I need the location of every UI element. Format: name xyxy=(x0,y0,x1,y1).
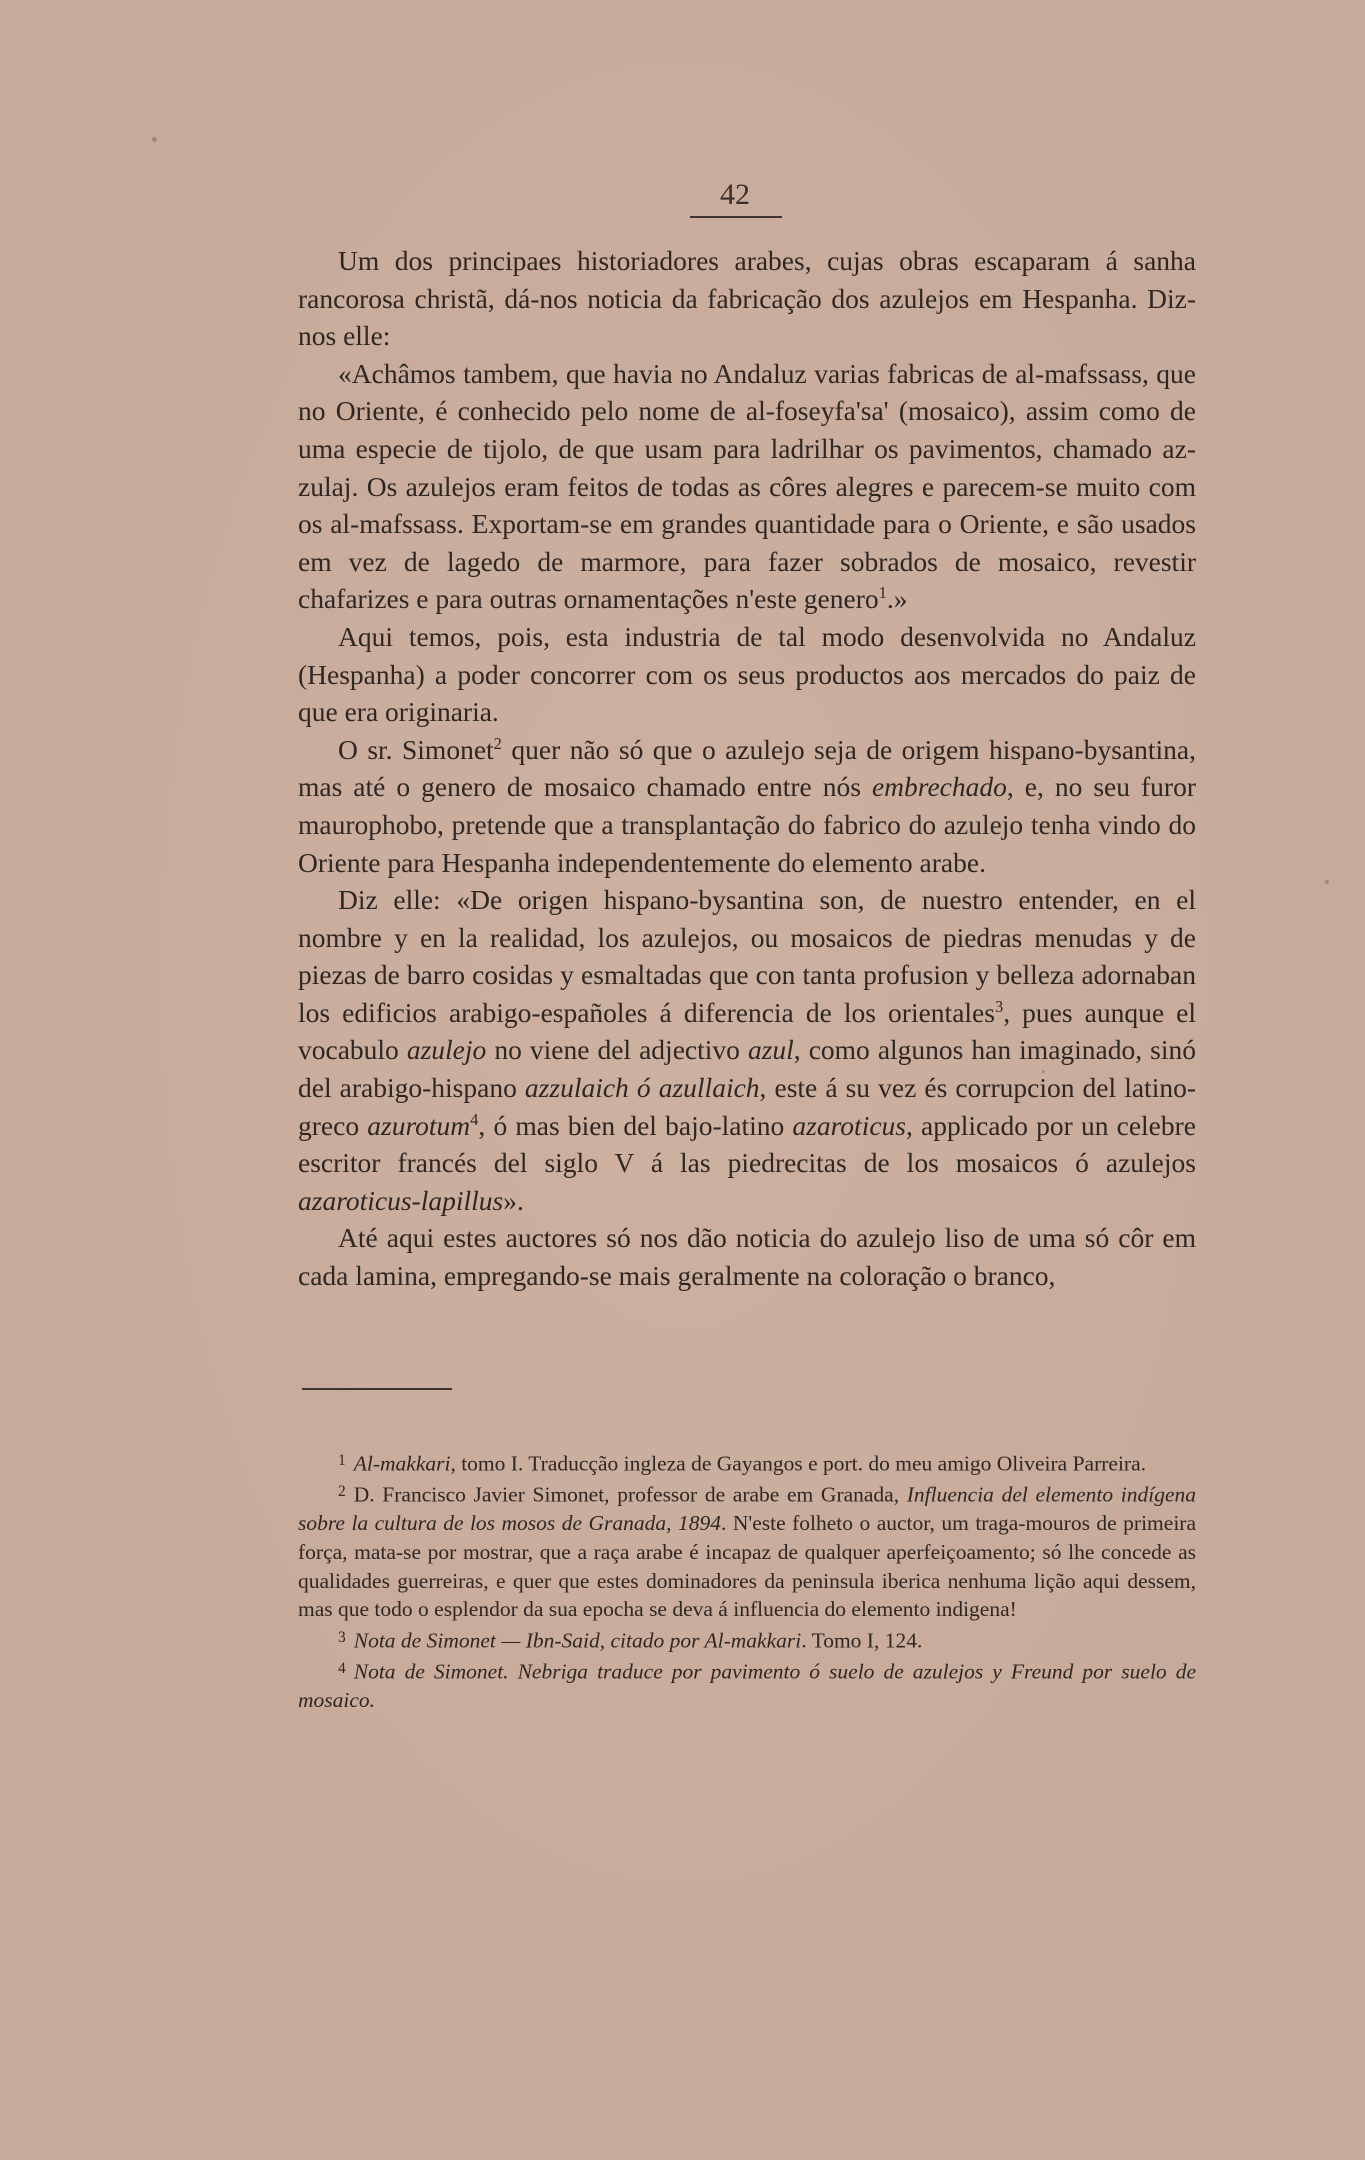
footnote-4-italic: Nota de Simonet. Nebriga traduce por pavimento ó suelo de azulejos y Freund por suelo de mosaico. xyxy=(298,1659,1196,1713)
footnote-ref-3: 3 xyxy=(994,996,1004,1016)
paragraph-3 xyxy=(298,731,1196,881)
paragraph-2 xyxy=(298,618,1196,731)
paragraph-3-italic: embrechado xyxy=(871,771,1007,803)
paragraph-5-text: Até aqui estes auctores só nos dão noticia do azulejo liso de uma só côr em cada lamina, empregando-se mais geralmente na coloração o branco, xyxy=(298,1222,1196,1292)
paragraph-4 xyxy=(298,881,1196,1219)
footnote-ref-1: 1 xyxy=(878,583,887,603)
paragraph-4-italic-6: azaroticus-lapillus xyxy=(298,1184,504,1216)
header-rule xyxy=(690,216,782,218)
paragraph-4-italic-2: azul xyxy=(747,1034,794,1066)
paragraph-4-text-f: , ó mas bien del bajo-latino xyxy=(478,1109,793,1141)
footnote-4-number: 4 xyxy=(338,1660,346,1678)
paragraph-4-text-h: ». xyxy=(503,1184,524,1216)
footnote-2 xyxy=(298,1478,1196,1624)
quote-end: .» xyxy=(886,583,908,615)
footnote-rule xyxy=(302,1388,452,1390)
paragraph-4-text-b: , pues aunque el vocabulo xyxy=(298,996,1197,1066)
paragraph-2-text: Aqui temos, pois, esta industria de tal modo desenvolvida no Andaluz (Hespanha) a poder concorrer com os seus productos aos mercados do paiz de que era originaria. xyxy=(298,620,1196,728)
footnote-1-italic: Al-makkari xyxy=(353,1451,451,1476)
paper-speck xyxy=(152,137,157,142)
paragraph-4-italic-1: azulejo xyxy=(406,1034,487,1066)
paragraph-4-italic-5: azaroticus xyxy=(792,1109,906,1141)
footnote-4 xyxy=(298,1655,1196,1715)
footnote-1 xyxy=(298,1447,1196,1478)
footnotes xyxy=(298,1447,1196,1715)
footnote-ref-2: 2 xyxy=(493,733,502,753)
paragraph-4-text-a: Diz elle: «De origen hispano-bysantina son, de nuestro entender, en el nombre y en la realidad, los azulejos, ou mosaicos de piedras menudas y de piezas de barro cosidas y esmaltadas que con tanta profusion y belleza adornaban los edificios arabigo-españoles á diferencia de los orientales xyxy=(298,884,1196,1028)
footnote-2-text-a: D. Francisco Javier Simonet, professor de arabe em Granada, xyxy=(353,1482,907,1507)
paragraph-4-italic-4: azurotum xyxy=(367,1109,471,1141)
footnote-1-number: 1 xyxy=(338,1452,346,1469)
paragraph-1 xyxy=(298,242,1196,355)
paragraph-3-text-a: O sr. Simonet xyxy=(338,733,494,765)
footnote-3-number: 3 xyxy=(338,1629,346,1647)
footnote-2-italic: Influencia del elemento indígena sobre la cultura de los mosos de Granada, 1894 xyxy=(298,1482,1196,1536)
paragraph-4-text-e: , este á su vez és corrupcion del latino-greco xyxy=(298,1072,1196,1141)
paragraph-3-text-b: quer não só que o azulejo seja de origem hispano-bysantina, mas até o genero de mosaico chamado entre nós xyxy=(298,733,1196,803)
footnote-2-text-b: . N'este folheto o auctor, um traga-mouros de primeira força, mata-se por mostrar, que a raça arabe é incapaz de qualquer aperfeiçoamento; só lhe concede as qualidades guerreiras, e quer que estes dominadores da peninsula iberica nenhuma lição aqui dessem, mas que todo o esplendor da sua epocha se deva á influencia do elemento indigena! xyxy=(298,1511,1196,1622)
paragraph-4-text-d: , como algunos han imaginado, sinó del arabigo-hispano xyxy=(298,1034,1196,1104)
footnote-3 xyxy=(298,1624,1196,1655)
footnote-ref-4: 4 xyxy=(470,1109,479,1129)
paragraph-4-text-c: no viene del adjectivo xyxy=(486,1034,748,1066)
paragraph-4-text-g: , applicado por un celebre escritor francés del siglo V á las piedrecitas de los mosaicos ó azulejos xyxy=(298,1109,1196,1179)
main-text xyxy=(298,242,1196,1295)
paragraph-5 xyxy=(298,1219,1196,1294)
quote-text: «Achâmos tambem, que havia no Andaluz varias fabricas de al-mafssass, que no Oriente, é conhecido pelo nome de al-foseyfa'sa' (mosaico), assim como de uma especie de tijolo, de que usam para ladrilhar os pavimentos, chamado az-zulaj. Os azulejos eram feitos de todas as côres alegres e parecem-se muito com os al-mafssass. Exportam-se em grandes quantidade para o Oriente, e são usados em vez de lagedo de marmore, para fazer sobrados de mosaico, revestir chafarizes e para outras ornamentações n'este genero xyxy=(298,357,1196,615)
footnote-3-italic: Nota de Simonet — Ibn-Said, citado por Al-makkari xyxy=(353,1628,802,1653)
paragraph-1-text: Um dos principaes historiadores arabes, cujas obras escaparam á sanha rancorosa christã, dá-nos noticia da fabricação dos azulejos em Hespanha. Diz-nos elle: xyxy=(298,245,1196,352)
paragraph-4-italic-3: azzulaich ó azullaich xyxy=(524,1072,760,1104)
paragraph-3-text-c: , e, no seu furor maurophobo, pretende que a transplantação do fabrico do azulejo tenha vindo do Oriente para Hespanha independentemente do elemento arabe. xyxy=(298,771,1196,878)
footnote-2-number: 2 xyxy=(338,1483,346,1501)
page-number: 42 xyxy=(720,178,750,211)
quote-paragraph xyxy=(298,355,1196,618)
footnote-3-text: . Tomo I, 124. xyxy=(801,1628,923,1653)
footnote-1-text: , tomo I. Traducção ingleza de Gayangos e port. do meu amigo Oliveira Parreira. xyxy=(450,1451,1147,1476)
paper-speck xyxy=(1325,880,1329,884)
